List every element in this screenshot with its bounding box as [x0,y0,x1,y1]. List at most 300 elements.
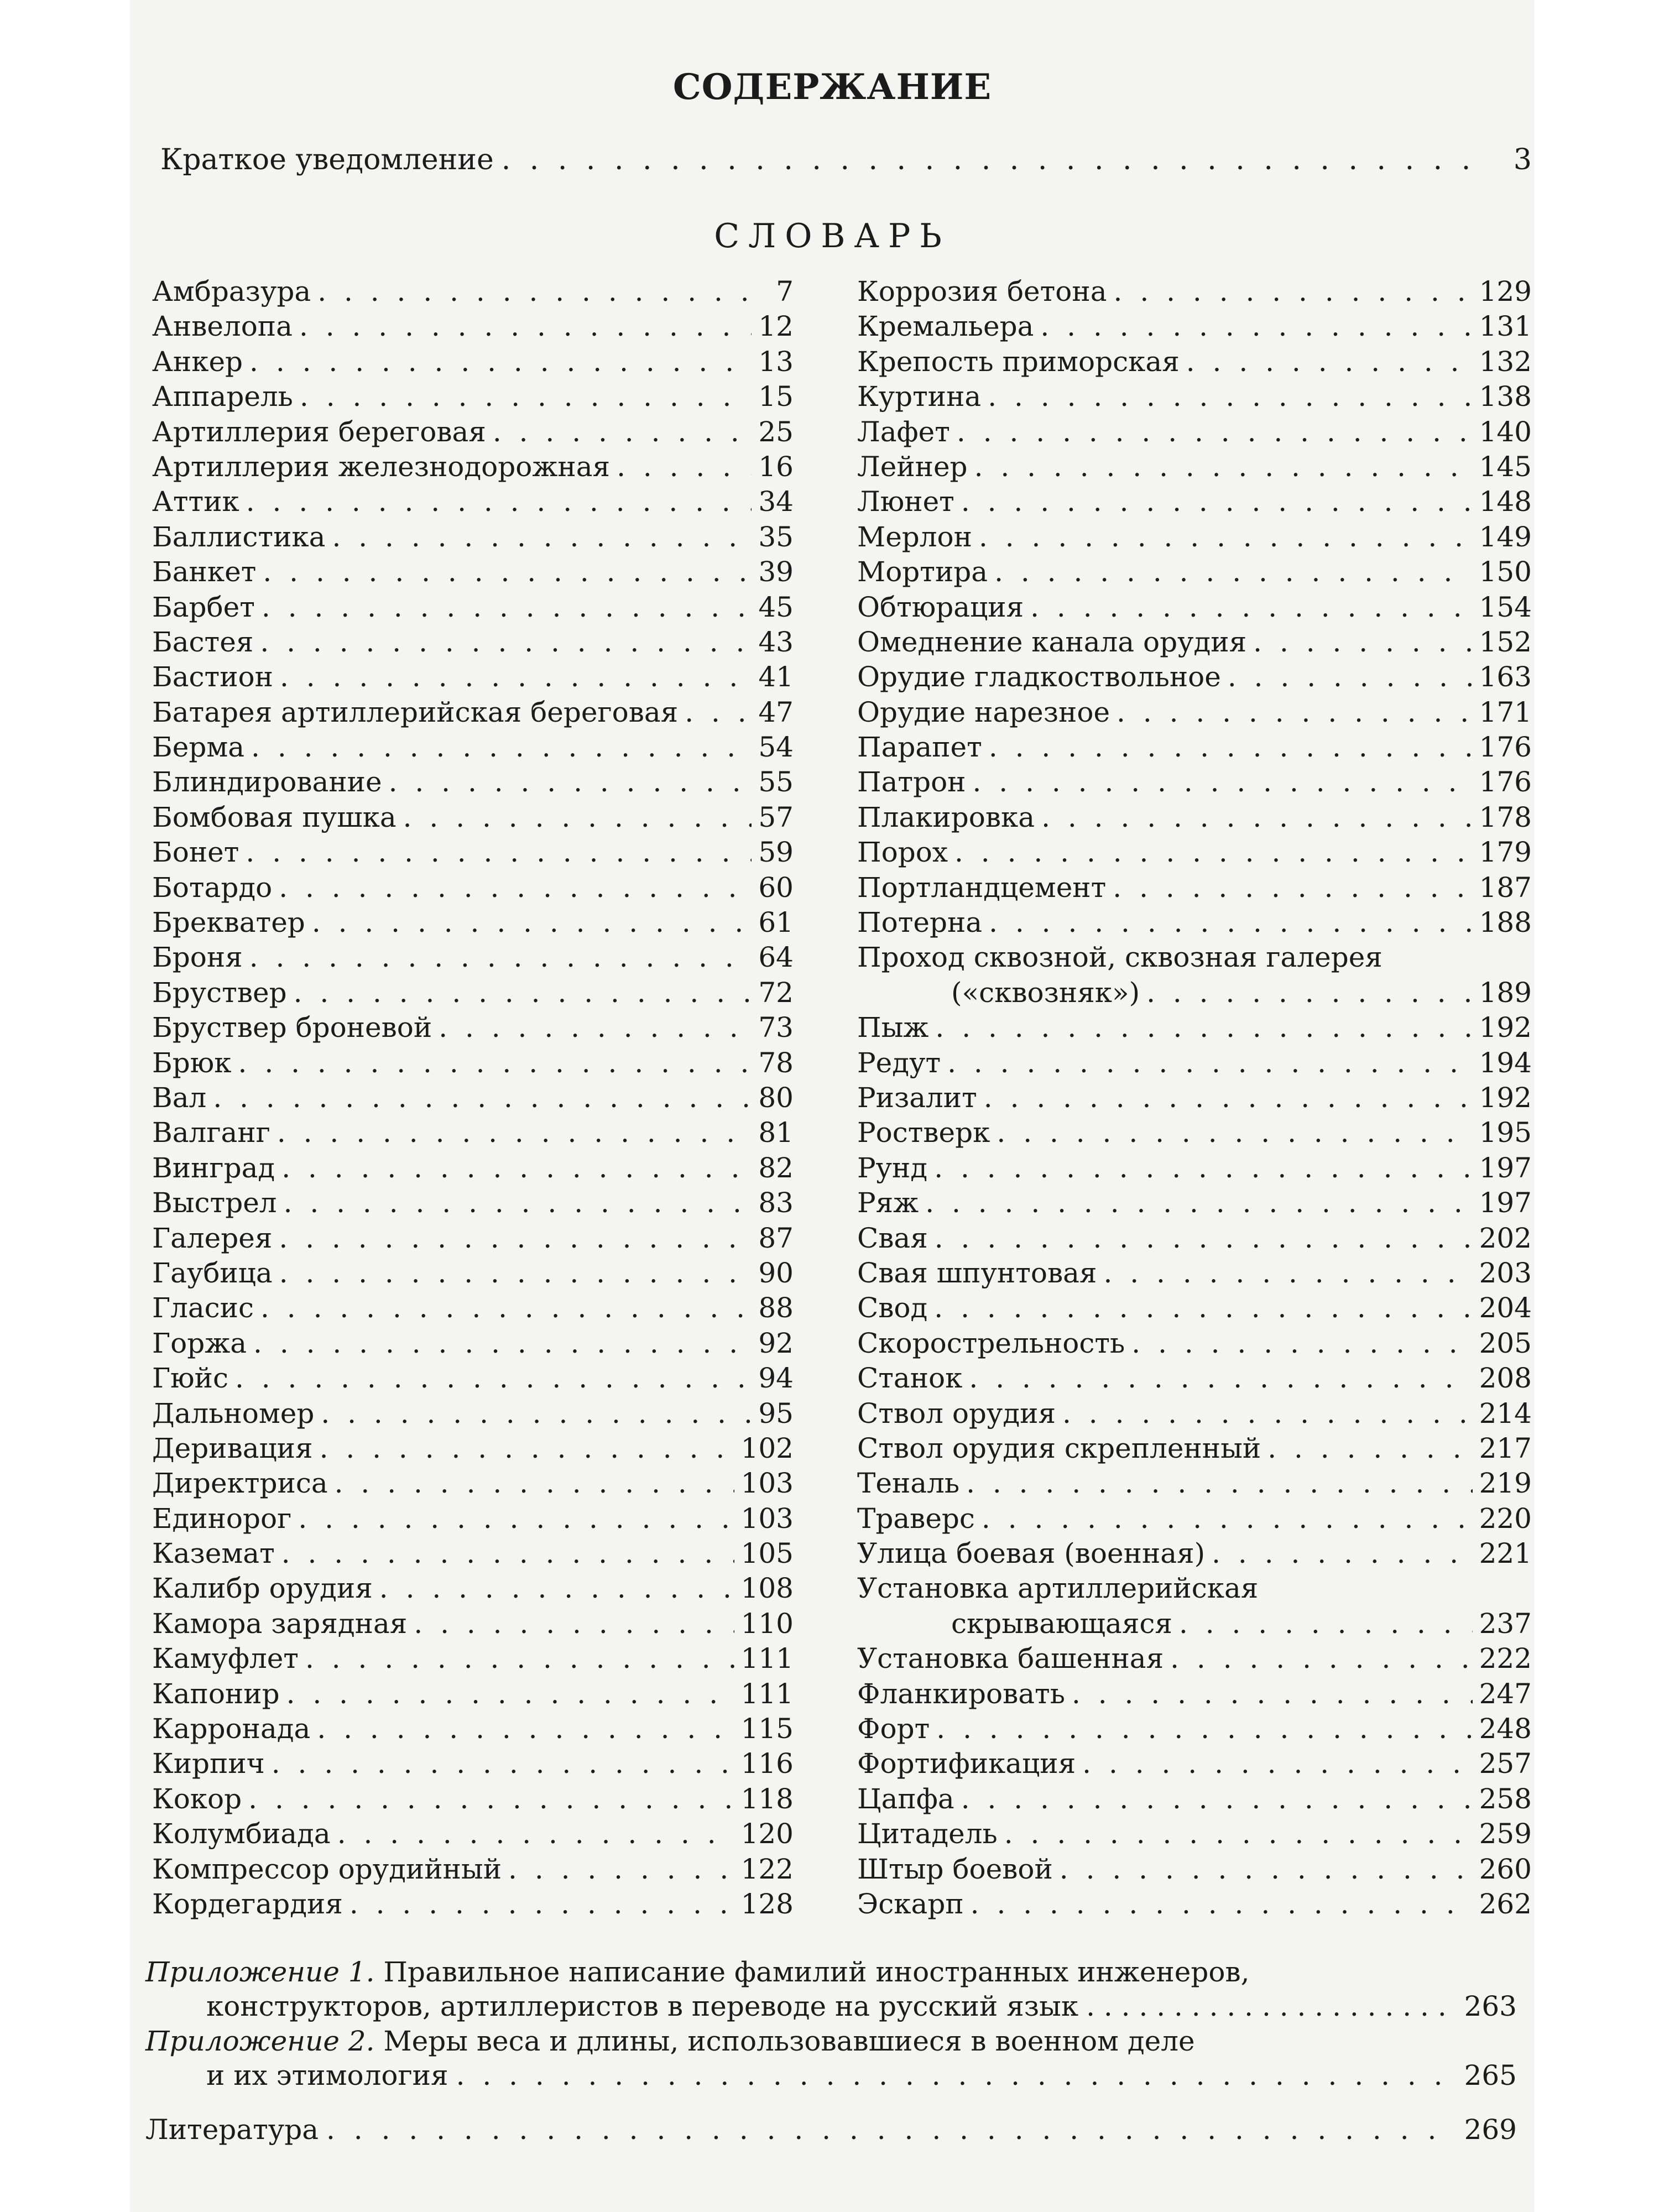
leader-dots [326,2112,1457,2147]
toc-entry-label: Гюйс [152,1362,228,1395]
toc-entry-page: 149 [1479,520,1532,553]
toc-entry-label: Фортификация [857,1747,1076,1780]
leader-dots [321,1397,752,1430]
toc-entry-page: 154 [1479,591,1532,623]
toc-entry [152,1152,794,1187]
toc-entry [152,801,794,836]
toc-entry-page: 12 [758,310,794,343]
toc-entry-page: 262 [1479,1887,1532,1920]
toc-entry-page: 188 [1479,906,1532,939]
appendix-2-line2 [145,2058,1517,2093]
toc-entry [152,906,794,941]
leader-dots [238,1047,752,1079]
toc-entry [152,1082,794,1117]
toc-entry-page: 145 [1479,450,1532,483]
toc-entry [857,1432,1532,1467]
leader-dots [502,143,1491,177]
toc-entry-page: 237 [1479,1607,1532,1640]
toc-page [130,0,1535,2212]
toc-entry-page: 116 [740,1747,794,1780]
leader-dots [335,1467,734,1499]
leader-dots [414,1608,734,1640]
toc-entry [152,1537,794,1572]
leader-dots [286,1678,734,1710]
leader-dots [456,2058,1457,2093]
toc-entry [152,1642,794,1677]
intro-page: 3 [1513,143,1532,176]
toc-entry-label: Редут [857,1046,941,1079]
toc-left-column [152,275,794,1923]
toc-intro-entry [160,143,1532,177]
appendix-1-prefix: Приложение 1. [145,1956,375,1988]
toc-entry-page: 257 [1479,1747,1532,1780]
toc-entry [152,1222,794,1257]
toc-entry [857,731,1532,766]
toc-entry-label: Бруствер [152,976,287,1009]
toc-entry-page: 192 [1479,1011,1532,1044]
leader-dots [966,1467,1473,1499]
toc-entry [152,1818,794,1853]
toc-entry [857,591,1532,626]
toc-entry-page: 41 [758,661,794,693]
leader-dots [246,486,752,518]
toc-entry-page: 73 [758,1011,794,1044]
leader-dots [1040,310,1472,342]
toc-entry [857,310,1532,345]
leader-dots [1117,696,1473,728]
toc-entry-page: 55 [758,766,794,799]
leader-dots [1186,346,1473,378]
toc-entry-page: 222 [1479,1642,1532,1675]
toc-entry [152,416,794,451]
toc-entry [152,696,794,731]
toc-entry-page: 39 [758,556,794,588]
toc-entry [857,941,1532,976]
toc-entry-page: 195 [1479,1117,1532,1149]
leader-dots [1041,801,1472,833]
toc-entry-page: 203 [1479,1256,1532,1289]
toc-entry-page: 94 [758,1362,794,1395]
leader-dots [246,836,752,868]
toc-entry-page: 248 [1479,1713,1532,1745]
toc-entry-label: Штыр боевой [857,1853,1053,1885]
toc-entry [152,1257,794,1292]
appendix-2-page: 265 [1464,2059,1517,2091]
toc-entry-label: Мерлон [857,520,972,553]
toc-entry-label: Деривация [152,1432,313,1464]
toc-entry [152,346,794,380]
leader-dots [312,906,752,938]
toc-entry-label: Камора зарядная [152,1607,408,1640]
toc-entry-label: Скорострельность [857,1327,1125,1359]
leader-dots [1267,1432,1472,1464]
leader-dots [1212,1537,1472,1569]
toc-entry [152,661,794,696]
toc-entry-label: Калибр орудия [152,1572,373,1605]
toc-entry [857,1888,1532,1923]
toc-entry [152,872,794,906]
toc-entry-label: Единорог [152,1502,292,1535]
leader-space [1086,1989,1456,2023]
leader-dots [1114,275,1473,307]
toc-entry [152,1327,794,1362]
toc-entry-page: 64 [758,941,794,974]
toc-entry-page: 259 [1479,1818,1532,1850]
toc-entry [152,1503,794,1537]
toc-entry-page: 13 [758,345,794,378]
toc-entry-label: Бонет [152,836,239,869]
toc-entry-page: 132 [1479,345,1532,378]
leader-dots [973,766,1473,798]
toc-entry-page: 47 [758,696,794,728]
toc-entry [857,1222,1532,1257]
toc-entry [152,380,794,415]
toc-entry [857,1642,1532,1677]
toc-entry-page: 110 [740,1607,794,1640]
toc-entry-label: скрывающаяся [951,1607,1172,1640]
toc-entry-label: Потерна [857,906,983,939]
toc-entry-page: 179 [1479,836,1532,869]
leader-dots [294,977,752,1009]
toc-entry-page: 16 [758,450,794,483]
toc-entry [152,1888,794,1923]
toc-entry-label: Брекватер [152,906,305,939]
toc-entry-label: Свая шпунтовая [857,1256,1097,1289]
leader-dots [989,906,1472,938]
appendix-1-page: 263 [1464,1990,1517,2022]
toc-entry-page: 122 [740,1853,794,1885]
toc-entry-label: Орудие нарезное [857,696,1110,728]
toc-entry-page: 129 [1479,275,1532,307]
toc-entry-label: Анкер [152,345,243,378]
toc-entry [857,451,1532,486]
leader-dots [235,1362,752,1394]
toc-entry [857,1537,1532,1572]
toc-entry [857,1467,1532,1502]
leader-dots [317,275,754,307]
leader-dots [1062,1397,1473,1430]
toc-entry-page: 81 [758,1117,794,1149]
page-title: СОДЕРЖАНИЕ [672,66,992,108]
toc-entry-page: 80 [758,1081,794,1114]
leader-dots [272,1747,734,1780]
leader-dots [349,1888,734,1920]
leader-dots [493,416,752,448]
toc-entry-page: 82 [758,1151,794,1184]
toc-entry [857,1678,1532,1713]
toc-entry [152,1187,794,1222]
toc-entry-label: Бомбовая пушка [152,801,397,833]
leader-dots [249,346,752,378]
toc-entry [857,1608,1532,1642]
leader-dots [971,1888,1473,1920]
toc-entry-page: 208 [1479,1362,1532,1395]
leader-dots [1004,1818,1473,1850]
toc-entry-label: Брюк [152,1046,232,1079]
leader-dots [300,380,752,413]
appendix-1-line2 [145,1989,1517,2023]
toc-entry-label: Люнет [857,486,954,518]
toc-entry-label: Омеднение канала орудия [857,625,1247,658]
toc-entry-page: 171 [1479,696,1532,728]
toc-entry [152,1397,794,1432]
toc-entry [152,1047,794,1082]
toc-entry-label: Куртина [857,380,982,413]
toc-entry-page: 45 [758,591,794,623]
toc-entry-label: Галерея [152,1222,273,1254]
leader-dots [1253,626,1472,658]
toc-entry-page: 197 [1479,1187,1532,1219]
appendix-1-line1 [145,1955,1517,1989]
leader-dots [1082,1747,1472,1780]
toc-entry-label: Ствол орудия скрепленный [857,1432,1261,1464]
toc-entry-label: Теналь [857,1467,960,1500]
toc-entry [152,1608,794,1642]
toc-entry-page: 194 [1479,1046,1532,1079]
leader-dots [379,1572,734,1604]
leader-dots [263,556,752,588]
leader-dots [298,1503,734,1535]
toc-entry-page: 59 [758,836,794,869]
toc-entry-page: 221 [1479,1537,1532,1570]
toc-entry-label: Кордегардия [152,1887,343,1920]
toc-entry-label: Анвелопа [152,310,293,343]
leader-dots [969,1362,1472,1394]
toc-entry-page: 108 [740,1572,794,1605]
toc-entry [857,1362,1532,1397]
leader-dots [279,1222,752,1254]
toc-entry [857,626,1532,661]
toc-entry [152,275,794,310]
toc-entry [152,1467,794,1502]
leader-dots [262,591,752,623]
toc-entry-label: Установка артиллерийская [857,1572,1259,1605]
leader-dots [332,521,752,553]
leader-dots [957,416,1473,448]
toc-entry [857,661,1532,696]
appendix-2-title: Меры веса и длины, использовавшиеся в военном деле [383,2025,1195,2057]
toc-entry-page: 176 [1479,766,1532,799]
leader-dots [1060,1853,1473,1885]
toc-entry-label: Свод [857,1292,928,1324]
toc-entry-page: 54 [758,731,794,764]
toc-entry [857,1397,1532,1432]
leader-dots [1030,591,1472,623]
toc-entry-label: Лейнер [857,450,968,483]
leader-dots [1146,977,1472,1009]
toc-entry-label: Бруствер броневой [152,1011,432,1044]
toc-entry-page: 148 [1479,486,1532,518]
toc-entry-label: Установка башенная [857,1642,1164,1675]
leader-dots [934,1152,1472,1184]
toc-entry [857,275,1532,310]
toc-entry-page: 138 [1479,380,1532,413]
toc-entry [857,1747,1532,1782]
toc-entry [857,766,1532,801]
toc-entry-label: Бастион [152,661,273,693]
toc-entry-label: Батарея артиллерийская береговая [152,696,679,728]
toc-entry-label: Артиллерия железнодорожная [152,450,611,483]
toc-entry-page: 202 [1479,1222,1532,1254]
leader-dots [974,451,1473,483]
toc-entry-label: Ростверк [857,1117,990,1149]
toc-entry-label: Карронада [152,1713,311,1745]
toc-entry-label: Каземат [152,1537,275,1570]
toc-entry [152,591,794,626]
leader-dots [280,661,752,693]
toc-entry-label: Компрессор орудийный [152,1853,502,1885]
toc-entry [857,1783,1532,1818]
toc-entry-page: 152 [1479,625,1532,658]
toc-entry-label: («сквозняк») [951,976,1140,1009]
toc-entry-label: Камуфлет [152,1642,299,1675]
toc-entry-page: 87 [758,1222,794,1254]
toc-entry-page: 187 [1479,871,1532,904]
toc-entry-label: Цапфа [857,1782,954,1815]
toc-entry-label: Плакировка [857,801,1035,833]
toc-entry [857,801,1532,836]
toc-entry-page: 111 [740,1642,794,1675]
toc-entry-label: Броня [152,941,243,974]
leader-dots [617,451,752,483]
toc-entry-label: Амбразура [152,275,311,307]
toc-entry-page: 78 [758,1046,794,1079]
toc-entry [152,310,794,345]
leader-dots [954,836,1473,868]
toc-entry-page: 120 [740,1818,794,1850]
toc-entry-label: Обтюрация [857,591,1024,623]
toc-entry [152,836,794,871]
leader-dots [248,1783,734,1815]
toc-entry [152,1432,794,1467]
toc-entry-page: 118 [740,1782,794,1815]
toc-entry [152,1783,794,1818]
toc-entry [857,872,1532,906]
toc-entry-label: Мортира [857,556,988,588]
toc-entry-label: Рунд [857,1151,928,1184]
leader-dots [979,521,1473,553]
toc-entry [152,521,794,556]
toc-entry-page: 176 [1479,731,1532,764]
literature-page: 269 [1464,2114,1517,2146]
toc-entry-page: 43 [758,625,794,658]
leader-dots [253,1327,752,1359]
toc-entry-page: 205 [1479,1327,1532,1359]
toc-entry [152,451,794,486]
leader-dots [279,1257,752,1289]
leader-dots [389,766,752,798]
section-heading: СЛОВАРЬ [714,217,951,255]
toc-entry [152,1747,794,1782]
toc-entry [152,941,794,976]
leader-dots [947,1047,1472,1079]
toc-entry [857,346,1532,380]
leader-dots [439,1011,752,1044]
toc-entry-label: Ризалит [857,1081,977,1114]
toc-entry-label: Ботардо [152,871,273,904]
toc-right-column [857,275,1532,1923]
toc-entry-page: 131 [1479,310,1532,343]
leader-dots [934,1292,1472,1324]
toc-entry-label: Барбет [152,591,255,623]
toc-entry [857,416,1532,451]
toc-entry-label: Проход сквозной, сквозная галерея [857,941,1383,974]
toc-entry-label: Вал [152,1081,207,1114]
toc-entry [152,1117,794,1151]
toc-entry [152,731,794,766]
toc-entry [152,556,794,591]
toc-entry-page: 92 [758,1327,794,1359]
toc-entry-page: 111 [740,1677,794,1710]
toc-entry-page: 163 [1479,661,1532,693]
toc-entry [857,696,1532,731]
toc-entry-page: 60 [758,871,794,904]
toc-entry-label: Директриса [152,1467,328,1500]
leader-dots [249,941,752,973]
toc-entry [152,1572,794,1607]
leader-dots [320,1432,734,1464]
toc-entry-page: 220 [1479,1502,1532,1535]
intro-label: Краткое уведомление [160,143,494,176]
toc-entry-label: Банкет [152,556,257,588]
toc-entry-label: Блиндирование [152,766,382,799]
leader-dots [277,1117,752,1149]
toc-entry [857,1011,1532,1046]
toc-entry [857,1818,1532,1853]
toc-entry-label: Улица боевая (военная) [857,1537,1206,1570]
toc-entry-label: Парапет [857,731,982,764]
toc-entry-label: Капонир [152,1677,280,1710]
toc-entry-page: 34 [758,486,794,518]
leader-dots [281,1152,752,1184]
toc-entry-label: Траверс [857,1502,975,1535]
toc-entry-page: 214 [1479,1397,1532,1430]
toc-entry-page: 258 [1479,1782,1532,1815]
toc-entry-label: Колумбиада [152,1818,331,1850]
toc-entry-label: Баллистика [152,520,326,553]
toc-entry-page: 128 [740,1887,794,1920]
toc-entry-page: 72 [758,976,794,1009]
leader-dots [284,1187,752,1219]
toc-entry [152,977,794,1011]
toc-entry-page: 102 [740,1432,794,1464]
leader-dots [1072,1678,1473,1710]
toc-entry-page: 103 [740,1467,794,1500]
toc-entry-page: 15 [758,380,794,413]
leader-dots [299,310,752,342]
toc-entry [857,1853,1532,1888]
toc-entry-label: Аттик [152,486,239,518]
leader-dots [403,801,752,833]
toc-entry-page: 140 [1479,415,1532,448]
leader-dots [508,1853,734,1885]
toc-entry [857,906,1532,941]
toc-entry-label: Коррозия бетона [857,275,1107,307]
toc-entry-label: Выстрел [152,1187,277,1219]
toc-entry-page: 178 [1479,801,1532,833]
leader-dots [251,731,752,763]
leader-dots [317,1713,734,1745]
toc-entry [152,1678,794,1713]
leader-dots [1113,872,1472,904]
leader-dots [997,1117,1472,1149]
toc-entry [857,1257,1532,1292]
leader-dots [279,872,752,904]
appendix-2-title-cont: и их этимология [206,2059,448,2091]
toc-entry [152,1713,794,1747]
toc-entry-label: Станок [857,1362,963,1395]
leader-dots [936,1713,1472,1745]
